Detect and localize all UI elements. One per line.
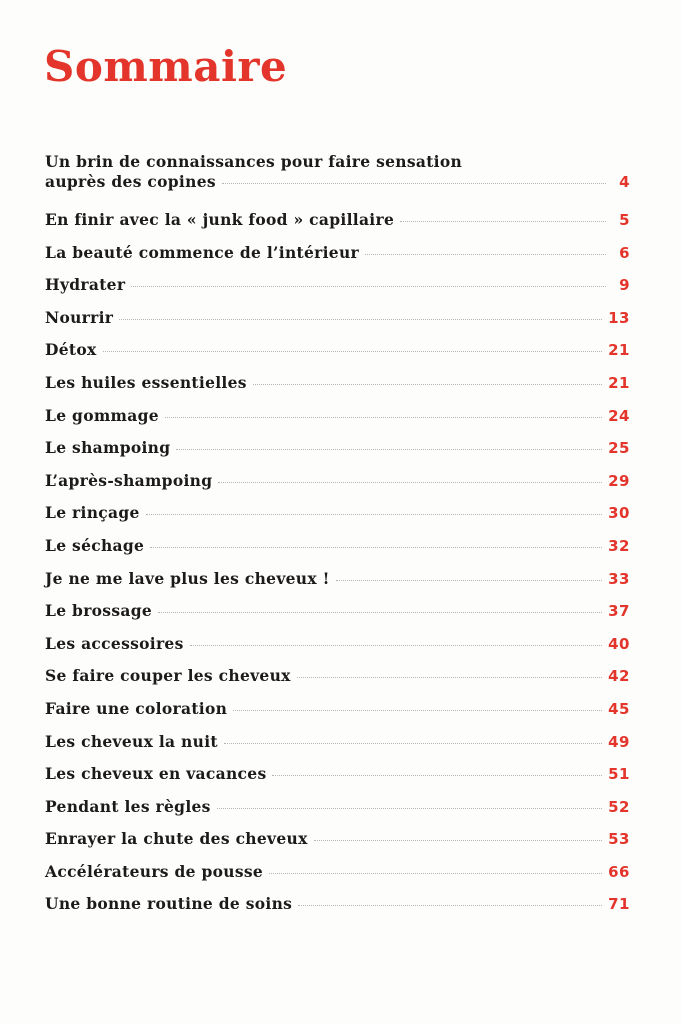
dot-leader xyxy=(314,840,603,841)
toc-page-number: 21 xyxy=(608,373,630,392)
toc-page-number: 32 xyxy=(608,536,630,555)
dot-leader xyxy=(298,905,602,906)
toc-entry-title-line: Un brin de connaissances pour faire sensation xyxy=(45,152,463,171)
toc-entry-row xyxy=(45,275,630,295)
toc-page-number: 25 xyxy=(608,439,630,458)
toc-entry-row xyxy=(45,340,630,360)
dot-leader xyxy=(269,873,602,874)
toc-entry[interactable] xyxy=(45,530,630,563)
toc-entry-title: Détox xyxy=(45,340,97,360)
dot-leader xyxy=(146,514,602,515)
dot-leader xyxy=(253,384,602,385)
toc-entry-row xyxy=(45,438,630,458)
toc-entry[interactable] xyxy=(45,269,630,302)
toc-entry-title: Les cheveux la nuit xyxy=(45,731,218,751)
toc-entry-row xyxy=(45,732,630,752)
toc-entry-row xyxy=(45,536,630,556)
toc-entry-row xyxy=(45,406,630,426)
dot-leader xyxy=(190,645,603,646)
dot-leader xyxy=(336,580,602,581)
toc-entry-title: L’après-shampoing xyxy=(45,470,213,490)
toc-entry-row xyxy=(45,569,630,589)
toc-entry-title: Une bonne routine de soins xyxy=(45,894,293,914)
toc-page-number: 51 xyxy=(608,765,630,784)
toc-entry-title: Le brossage xyxy=(45,601,152,621)
page-title: Sommaire xyxy=(44,42,288,91)
dot-leader xyxy=(297,677,602,678)
toc-entry[interactable] xyxy=(45,465,630,498)
toc-entry[interactable] xyxy=(45,595,630,628)
toc-page-number: 71 xyxy=(608,895,630,914)
toc-page-number: 40 xyxy=(608,634,630,653)
toc-page-number: 21 xyxy=(608,341,630,360)
toc-page-number: 9 xyxy=(619,276,630,295)
dot-leader xyxy=(150,547,602,548)
toc-entry-row xyxy=(45,308,630,328)
toc-page-number: 33 xyxy=(608,569,630,588)
toc-page-number: 6 xyxy=(619,243,630,262)
toc-entry-row xyxy=(45,666,630,686)
dot-leader xyxy=(224,743,602,744)
toc-entry-row xyxy=(45,764,630,784)
toc-entry-row xyxy=(45,373,630,393)
dot-leader xyxy=(233,710,602,711)
toc-entry-title: Les accessoires xyxy=(45,633,184,653)
toc-entry[interactable] xyxy=(45,367,630,400)
toc-page-number: 24 xyxy=(608,406,630,425)
toc-entry-row xyxy=(45,829,630,849)
toc-entry[interactable] xyxy=(45,758,630,791)
toc-entry-row xyxy=(45,862,630,882)
toc-page-number: 29 xyxy=(608,471,630,490)
dot-leader xyxy=(272,775,602,776)
toc-entry-title: Le rinçage xyxy=(45,503,140,523)
toc-entry[interactable] xyxy=(45,204,630,237)
toc-page-number: 52 xyxy=(608,797,630,816)
dot-leader xyxy=(131,286,606,287)
toc-entry[interactable] xyxy=(45,334,630,367)
toc-entry-title: Nourrir xyxy=(45,307,114,327)
toc-page-number: 13 xyxy=(608,308,630,327)
toc-entry[interactable] xyxy=(45,791,630,824)
table-of-contents xyxy=(45,146,630,921)
toc-entry[interactable] xyxy=(45,302,630,335)
toc-page-number: 66 xyxy=(608,862,630,881)
toc-entry-title: La beauté commence de l’intérieur xyxy=(45,242,359,262)
dot-leader xyxy=(222,183,606,184)
dot-leader xyxy=(400,221,606,222)
toc-entry[interactable] xyxy=(45,628,630,661)
toc-entry-title: Enrayer la chute des cheveux xyxy=(45,829,308,849)
toc-entry-title: Je ne me lave plus les cheveux ! xyxy=(45,568,330,588)
toc-entry[interactable] xyxy=(45,146,630,204)
toc-entry-title: Les huiles essentielles xyxy=(45,372,247,392)
dot-leader xyxy=(119,319,602,320)
toc-entry[interactable] xyxy=(45,856,630,889)
toc-entry[interactable] xyxy=(45,400,630,433)
toc-entry-title: Faire une coloration xyxy=(45,698,228,718)
dot-leader xyxy=(103,351,603,352)
toc-entry-title: En finir avec la « junk food » capillaire xyxy=(45,210,395,229)
toc-entry-row xyxy=(45,894,630,914)
toc-entry-title: Pendant les règles xyxy=(45,796,211,816)
toc-page-number: 49 xyxy=(608,732,630,751)
dot-leader xyxy=(176,449,602,450)
toc-entry[interactable] xyxy=(45,237,630,270)
dot-leader xyxy=(165,417,602,418)
toc-entry-title: Le shampoing xyxy=(45,438,171,458)
toc-entry[interactable] xyxy=(45,563,630,596)
toc-entry-row xyxy=(45,471,630,491)
toc-page-number: 4 xyxy=(619,173,630,191)
toc-entry-row xyxy=(45,503,630,523)
toc-page-number: 45 xyxy=(608,699,630,718)
toc-entry-title: Hydrater xyxy=(45,275,126,295)
toc-entry-row xyxy=(45,634,630,654)
toc-entry[interactable] xyxy=(45,432,630,465)
toc-entry-title: Le séchage xyxy=(45,535,145,555)
toc-entry-row xyxy=(45,172,630,192)
toc-entry-title: Accélérateurs de pousse xyxy=(45,861,264,881)
dot-leader xyxy=(365,254,606,255)
toc-entry-title: Le gommage xyxy=(45,405,159,425)
toc-entry[interactable] xyxy=(45,693,630,726)
toc-entry[interactable] xyxy=(45,823,630,856)
toc-entry-row xyxy=(45,210,630,230)
toc-page-number: 5 xyxy=(619,211,630,229)
dot-leader xyxy=(218,482,602,483)
toc-entry-title: Se faire couper les cheveux xyxy=(45,666,291,686)
toc-entry-row xyxy=(45,243,630,263)
toc-page-number: 37 xyxy=(608,602,630,621)
toc-page-number: 53 xyxy=(608,830,630,849)
toc-entry-title: auprès des copines xyxy=(45,172,216,191)
toc-page-number: 42 xyxy=(608,667,630,686)
toc-entry[interactable] xyxy=(45,660,630,693)
toc-entry[interactable] xyxy=(45,888,630,921)
toc-page-number: 30 xyxy=(608,504,630,523)
dot-leader xyxy=(217,808,602,809)
toc-entry[interactable] xyxy=(45,497,630,530)
toc-entry-title: Les cheveux en vacances xyxy=(45,764,267,784)
toc-entry-row xyxy=(45,797,630,817)
dot-leader xyxy=(158,612,602,613)
toc-entry[interactable] xyxy=(45,726,630,759)
toc-entry-row xyxy=(45,601,630,621)
toc-entry-row xyxy=(45,699,630,719)
